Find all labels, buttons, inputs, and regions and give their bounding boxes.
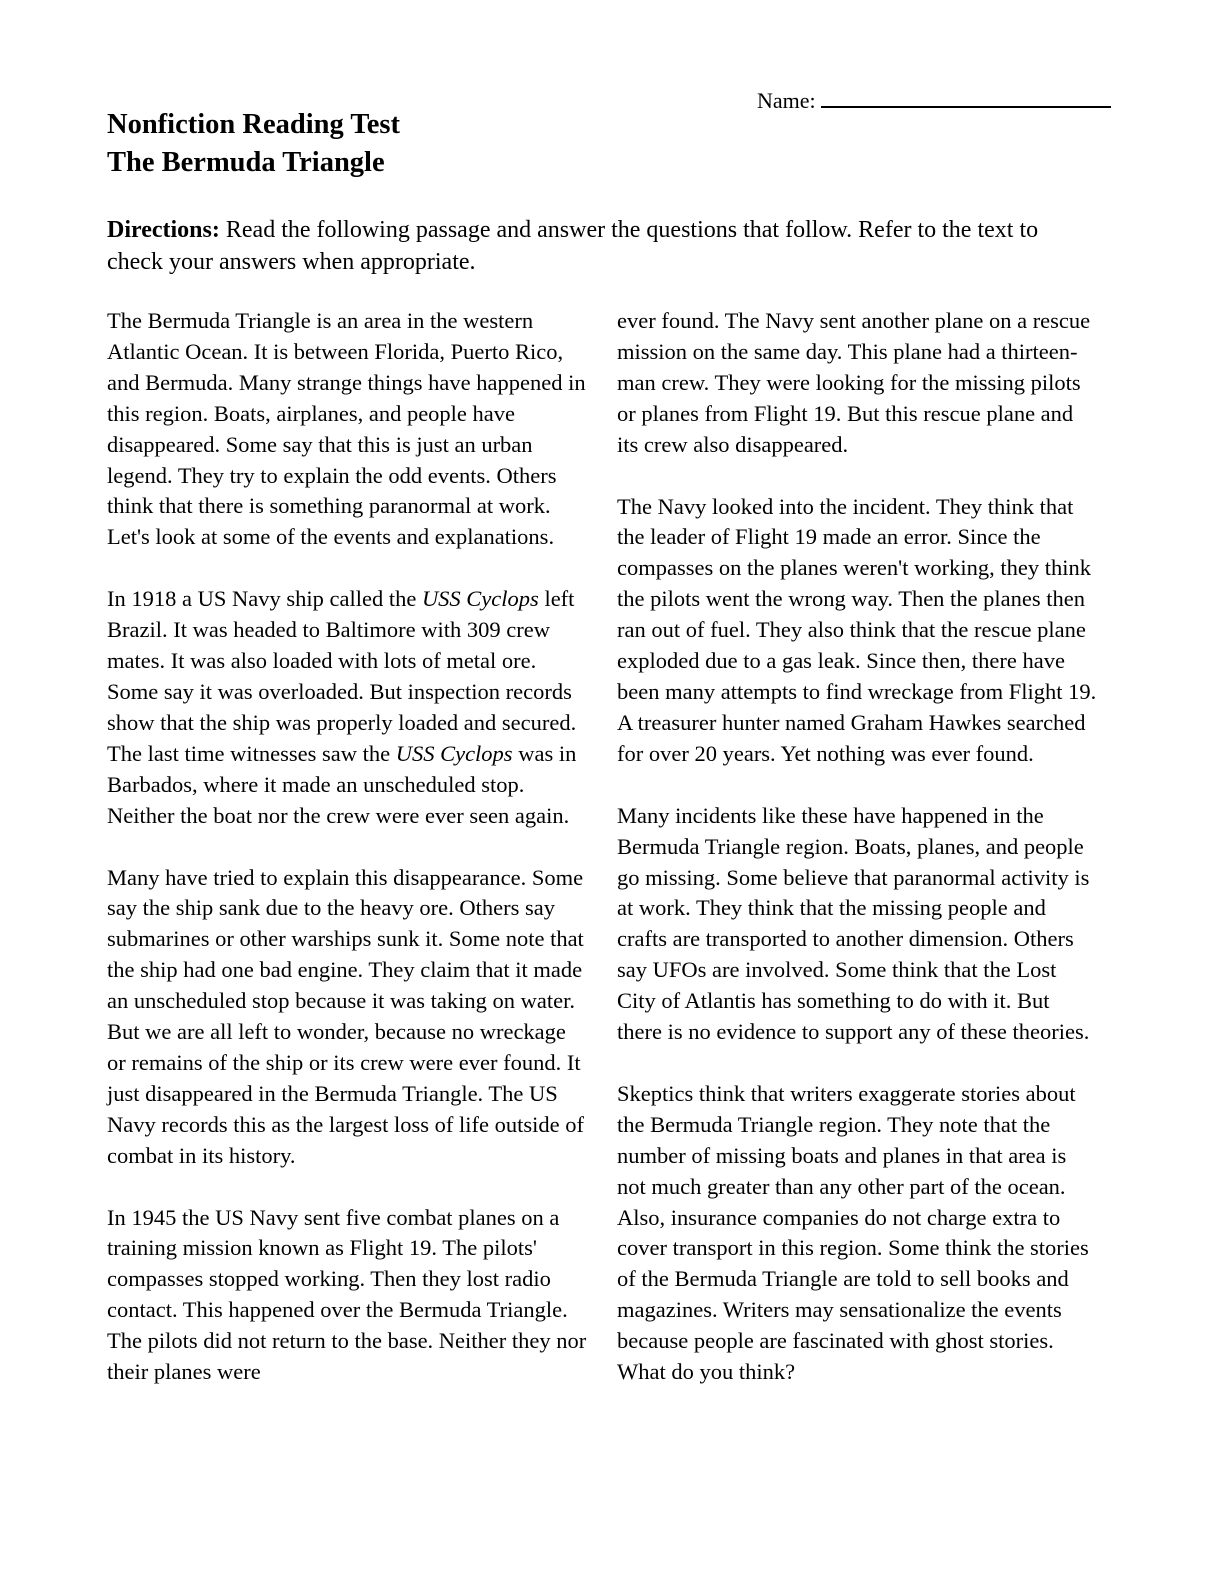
passage-paragraph	[617, 492, 1099, 770]
passage-column-left	[107, 306, 589, 1419]
passage-text: ever found. The Navy sent another plane on a rescue mission on the same day. This plane had a thirteen-man crew. They were looking for the missing pilots or planes from Flight 19. But this rescue plane and its crew also disappeared.	[617, 308, 1091, 457]
passage	[107, 306, 1099, 1419]
passage-text: Many have tried to explain this disappearance. Some say the ship sank due to the heavy ore. Others say submarines or other warships sunk it. Some note that the ship had one bad engine. They claim that it made an unscheduled stop because it was taking on water. But we are all left to wonder, because no wreckage or remains of the ship or its crew were ever found. It just disappeared in the Bermuda Triangle. The US Navy records this as the largest loss of life outside of combat in its history.	[107, 864, 584, 1168]
name-row	[757, 86, 1111, 114]
passage-paragraph	[617, 306, 1099, 461]
directions-text: Read the following passage and answer the questions that follow. Refer to the text to check your answers when appropriate.	[107, 217, 1039, 275]
ship-name-italic: USS Cyclops	[421, 586, 539, 612]
passage-paragraph	[617, 1079, 1099, 1388]
passage-text: In 1945 the US Navy sent five combat planes on a training mission known as Flight 19. The pilots' compasses stopped working. Then they lost radio contact. This happened over the Bermuda Triangle. The pilots did not return to the base. Neither they nor their planes were	[107, 1204, 587, 1385]
passage-paragraph	[107, 306, 589, 553]
passage-text: The Bermuda Triangle is an area in the western Atlantic Ocean. It is between Florida, Puerto Rico, and Bermuda. Many strange things have happened in this region. Boats, airplanes, and people have disappeared. Some say that this is just an urban legend. They try to explain the odd events. Others think that there is something paranormal at work. Let's look at some of the events and explanations.	[107, 308, 586, 550]
page-title	[107, 106, 400, 182]
title-line-2: The Bermuda Triangle	[107, 147, 385, 178]
name-label: Name:	[757, 88, 816, 113]
passage-text: Skeptics think that writers exaggerate stories about the Bermuda Triangle region. They note that the number of missing boats and planes in that area is not much greater than any other part of the ocean. Also, insurance companies do not charge extra to cover transport in this region. Some think the stories of the Bermuda Triangle are told to sell books and magazines. Writers may sensationalize the events because people are fascinated with ghost stories. What do you think?	[617, 1080, 1089, 1385]
ship-name-italic: USS Cyclops	[395, 740, 513, 766]
passage-paragraph	[617, 801, 1099, 1048]
passage-column-right	[617, 306, 1099, 1419]
title-line-1: Nonfiction Reading Test	[107, 109, 400, 140]
passage-text: was in Barbados, where it made an unscheduled stop. Neither the boat nor the crew were ever seen again.	[107, 740, 577, 828]
passage-text: In 1918 a US Navy ship called the	[107, 586, 422, 612]
passage-paragraph	[107, 584, 589, 831]
passage-text: The Navy looked into the incident. They think that the leader of Flight 19 made an error. Since the compasses on the planes weren't working, they think the pilots went the wrong way. Then the planes then ran out of fuel. They also think that the rescue plane exploded due to a gas leak. Since then, there have been many attempts to find wreckage from Flight 19. A treasurer hunter named Graham Hawkes searched for over 20 years. Yet nothing was ever found.	[617, 493, 1097, 766]
passage-text: left Brazil. It was headed to Baltimore with 309 crew mates. It was also loaded with lots of metal ore. Some say it was overloaded. But inspection records show that the ship was properly loaded and secured. The last time witnesses saw the	[107, 586, 577, 766]
passage-paragraph	[107, 1203, 589, 1388]
directions	[107, 214, 1095, 278]
directions-label: Directions:	[107, 217, 220, 243]
passage-text: Many incidents like these have happened in the Bermuda Triangle region. Boats, planes, and people go missing. Some believe that paranormal activity is at work. They think that the missing people and crafts are transported to another dimension. Others say UFOs are involved. Some think that the Lost City of Atlantis has something to do with it. But there is no evidence to support any of these theories.	[617, 802, 1090, 1045]
name-blank-line[interactable]	[821, 86, 1111, 108]
passage-paragraph	[107, 863, 589, 1172]
